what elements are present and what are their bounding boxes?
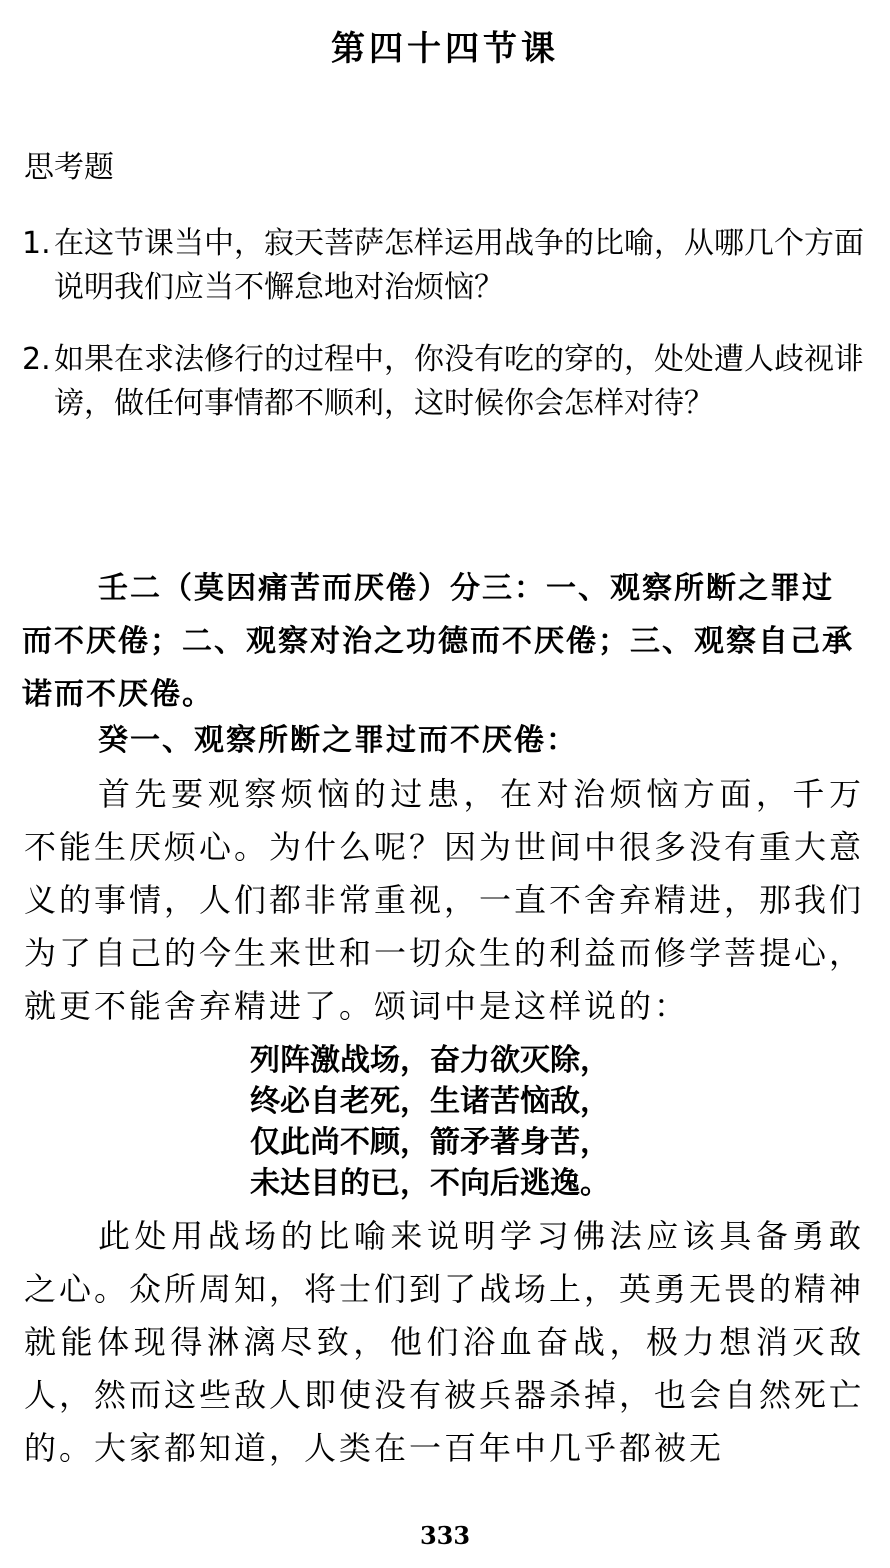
verse-line: 终必自老死，生诸苦恼敌， xyxy=(250,1084,610,1119)
verse-line: 仅此尚不顾，箭矛著身苦， xyxy=(250,1125,610,1160)
question-number: 2. xyxy=(22,342,51,377)
question-item xyxy=(22,222,868,310)
section-heading: 壬二（莫因痛苦而厌倦）分三：一、观察所断之罪过而不厌倦；二、观察对治之功德而不厌倦；三、观察自己承诺而不厌倦。 xyxy=(22,571,854,712)
question-text: 在这节课当中，寂天菩萨怎样运用战争的比喻，从哪几个方面说明我们应当不懈怠地对治烦恼？ xyxy=(54,226,864,305)
question-number: 1. xyxy=(22,226,51,261)
questions-heading: 思考题 xyxy=(24,150,114,185)
lesson-title: 第四十四节课 xyxy=(331,29,559,69)
subsection-heading: 癸一、观察所断之罪过而不厌倦： xyxy=(98,723,578,758)
body-paragraph: 首先要观察烦恼的过患，在对治烦恼方面，千万不能生厌烦心。为什么呢？因为世间中很多没有重大意义的事情，人们都非常重视，一直不舍弃精进，那我们为了自己的今生来世和一切众生的利益而修学菩提心，就更不能舍弃精进了。颂词中是这样说的： xyxy=(24,775,865,1025)
question-item xyxy=(22,338,868,426)
verse-line: 未达目的已，不向后逃逸。 xyxy=(250,1166,610,1201)
verse-block xyxy=(250,1040,810,1204)
question-text: 如果在求法修行的过程中，你没有吃的穿的，处处遭人歧视诽谤，做任何事情都不顺利，这时候你会怎样对待？ xyxy=(54,342,864,421)
page-number: 333 xyxy=(419,1521,471,1550)
verse-line: 列阵激战场，奋力欲灭除， xyxy=(250,1043,610,1078)
body-paragraph: 此处用战场的比喻来说明学习佛法应该具备勇敢之心。众所周知，将士们到了战场上，英勇无畏的精神就能体现得淋漓尽致，他们浴血奋战，极力想消灭敌人，然而这些敌人即使没有被兵器杀掉，也会自然死亡的。大家都知道，人类在一百年中几乎都被无 xyxy=(24,1217,865,1467)
